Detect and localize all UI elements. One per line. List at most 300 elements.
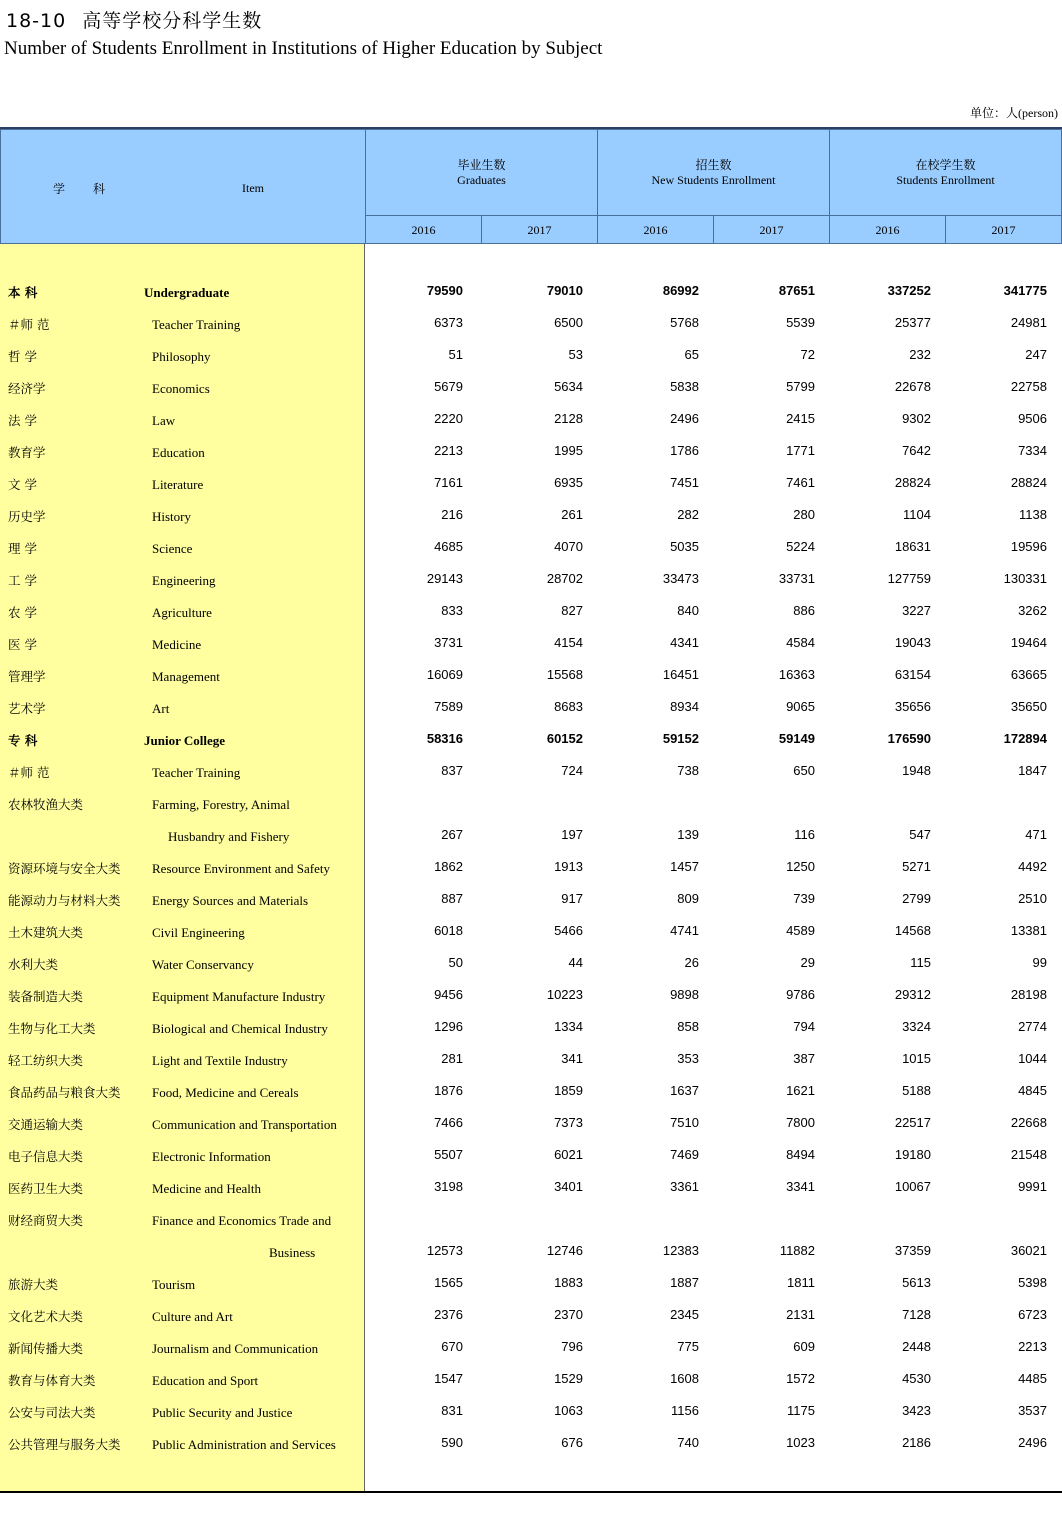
row-value: 1811 bbox=[787, 1275, 815, 1290]
header-group-en: New Students Enrollment bbox=[651, 173, 776, 187]
header-subject-cn: 学 科 bbox=[53, 182, 114, 196]
table-row bbox=[0, 725, 1062, 757]
header-year: 2017 bbox=[481, 215, 598, 244]
row-value: 1847 bbox=[1018, 763, 1047, 778]
row-value: 471 bbox=[1025, 827, 1047, 842]
row-value: 12383 bbox=[662, 1243, 699, 1258]
row-value: 1948 bbox=[902, 763, 931, 778]
row-value: 1296 bbox=[434, 1019, 463, 1034]
row-value: 7161 bbox=[434, 475, 463, 490]
row-subject-cn: 水利大类 bbox=[8, 957, 59, 972]
header-group-students-enrollment bbox=[829, 129, 1062, 216]
row-value: 1156 bbox=[671, 1403, 699, 1418]
row-value: 3361 bbox=[670, 1179, 699, 1194]
table-row bbox=[0, 565, 1062, 597]
row-value: 796 bbox=[561, 1339, 583, 1354]
row-value: 337252 bbox=[887, 283, 931, 298]
row-value: 1883 bbox=[554, 1275, 583, 1290]
row-value: 1547 bbox=[434, 1371, 463, 1386]
row-value: 5224 bbox=[786, 539, 815, 554]
row-value: 12746 bbox=[546, 1243, 583, 1258]
row-item-en: Communication and Transportation bbox=[152, 1117, 337, 1132]
table-row bbox=[0, 981, 1062, 1013]
row-value: 341 bbox=[561, 1051, 583, 1066]
row-value: 858 bbox=[677, 1019, 699, 1034]
row-subject-cn: 文化艺术大类 bbox=[8, 1309, 84, 1324]
row-item-en: Light and Textile Industry bbox=[152, 1053, 288, 1068]
row-value: 22758 bbox=[1010, 379, 1047, 394]
row-subject-cn: 医药卫生大类 bbox=[8, 1181, 84, 1196]
row-item-en: Finance and Economics Trade and bbox=[152, 1213, 332, 1228]
row-value: 261 bbox=[561, 507, 583, 522]
row-value: 1044 bbox=[1018, 1051, 1047, 1066]
row-value: 4492 bbox=[1018, 859, 1047, 874]
row-value: 22668 bbox=[1010, 1115, 1047, 1130]
row-subject-cn: 食品药品与粮食大类 bbox=[8, 1085, 121, 1100]
row-value: 53 bbox=[568, 347, 583, 362]
row-value: 3401 bbox=[554, 1179, 583, 1194]
row-subject-cn: 文 学 bbox=[8, 477, 37, 492]
row-value: 2213 bbox=[434, 443, 463, 458]
row-subject-cn: 历史学 bbox=[8, 509, 46, 524]
table-row bbox=[0, 917, 1062, 949]
unit-label: 单位：人(person) bbox=[970, 106, 1058, 120]
row-value: 2496 bbox=[1018, 1435, 1047, 1450]
row-subject-cn: 经济学 bbox=[8, 381, 46, 396]
row-subject-cn: 公安与司法大类 bbox=[8, 1405, 96, 1420]
row-value: 7642 bbox=[902, 443, 931, 458]
row-value: 4341 bbox=[670, 635, 699, 650]
row-value: 7469 bbox=[670, 1147, 699, 1162]
row-value: 1457 bbox=[670, 859, 699, 874]
row-value: 25377 bbox=[894, 315, 931, 330]
row-value: 6723 bbox=[1018, 1307, 1047, 1322]
row-item-en: Electronic Information bbox=[152, 1149, 271, 1164]
row-value: 609 bbox=[793, 1339, 815, 1354]
table-row bbox=[0, 1269, 1062, 1301]
header-group-cn: 在校学生数 bbox=[915, 158, 976, 172]
row-value: 917 bbox=[561, 891, 583, 906]
row-value: 831 bbox=[441, 1403, 463, 1418]
row-value: 18631 bbox=[894, 539, 931, 554]
header-group-cn: 毕业生数 bbox=[457, 158, 506, 172]
row-value: 7334 bbox=[1018, 443, 1047, 458]
row-value: 16069 bbox=[426, 667, 463, 682]
row-value: 3227 bbox=[902, 603, 931, 618]
row-value: 3423 bbox=[902, 1403, 931, 1418]
table-row bbox=[0, 373, 1062, 405]
row-value: 1023 bbox=[786, 1435, 815, 1450]
table-row bbox=[0, 1141, 1062, 1173]
table-row bbox=[0, 1173, 1062, 1205]
row-value: 130331 bbox=[1003, 571, 1047, 586]
row-value: 4741 bbox=[670, 923, 699, 938]
row-value: 197 bbox=[561, 827, 583, 842]
table-bottom-rule bbox=[0, 1491, 1062, 1493]
row-value: 5634 bbox=[554, 379, 583, 394]
row-value: 115 bbox=[910, 955, 931, 970]
row-subject-cn: 农林牧渔大类 bbox=[8, 797, 84, 812]
row-item-en: Teacher Training bbox=[152, 317, 241, 332]
table-row bbox=[0, 949, 1062, 981]
row-value: 72 bbox=[800, 347, 815, 362]
row-subject-cn: 财经商贸大类 bbox=[8, 1213, 84, 1228]
table-row bbox=[0, 341, 1062, 373]
row-item-en: Equipment Manufacture Industry bbox=[152, 989, 326, 1004]
row-value: 1859 bbox=[554, 1083, 583, 1098]
row-value: 19043 bbox=[894, 635, 931, 650]
row-value: 33731 bbox=[778, 571, 815, 586]
row-value: 5398 bbox=[1018, 1275, 1047, 1290]
row-subject-cn: 新闻传播大类 bbox=[8, 1341, 84, 1356]
header-item-en: Item bbox=[242, 181, 264, 195]
row-value: 10067 bbox=[894, 1179, 931, 1194]
row-subject-cn: 管理学 bbox=[8, 669, 46, 684]
row-subject-cn: 教育与体育大类 bbox=[8, 1373, 96, 1388]
table-row bbox=[0, 693, 1062, 725]
row-value: 176590 bbox=[887, 731, 931, 746]
row-subject-cn: 轻工纺织大类 bbox=[8, 1053, 84, 1068]
table-row bbox=[0, 821, 1062, 853]
row-value: 6021 bbox=[554, 1147, 583, 1162]
row-item-en: Business bbox=[269, 1245, 316, 1260]
row-value: 1637 bbox=[670, 1083, 699, 1098]
row-value: 9506 bbox=[1018, 411, 1047, 426]
table-row bbox=[0, 1045, 1062, 1077]
row-value: 26 bbox=[684, 955, 699, 970]
row-value: 9898 bbox=[670, 987, 699, 1002]
row-value: 28198 bbox=[1010, 987, 1047, 1002]
row-value: 12573 bbox=[426, 1243, 463, 1258]
row-value: 809 bbox=[677, 891, 699, 906]
table-row bbox=[0, 277, 1062, 309]
row-value: 22678 bbox=[894, 379, 931, 394]
table-row bbox=[0, 597, 1062, 629]
row-value: 65 bbox=[684, 347, 699, 362]
row-subject-cn: 工 学 bbox=[8, 573, 37, 588]
header-year: 2017 bbox=[945, 215, 1062, 244]
row-value: 33473 bbox=[662, 571, 699, 586]
row-item-en: Tourism bbox=[152, 1277, 196, 1292]
row-value: 280 bbox=[793, 507, 815, 522]
row-value: 19180 bbox=[894, 1147, 931, 1162]
row-value: 19464 bbox=[1010, 635, 1047, 650]
row-value: 740 bbox=[677, 1435, 699, 1450]
row-value: 724 bbox=[561, 763, 583, 778]
row-value: 63665 bbox=[1010, 667, 1047, 682]
row-value: 5838 bbox=[670, 379, 699, 394]
row-value: 5507 bbox=[434, 1147, 463, 1162]
row-value: 7466 bbox=[434, 1115, 463, 1130]
row-value: 2370 bbox=[554, 1307, 583, 1322]
row-value: 387 bbox=[793, 1051, 815, 1066]
row-value: 2774 bbox=[1018, 1019, 1047, 1034]
row-subject-cn: 装备制造大类 bbox=[8, 989, 84, 1004]
row-item-en: Journalism and Communication bbox=[152, 1341, 319, 1356]
row-item-en: Civil Engineering bbox=[152, 925, 245, 940]
row-value: 775 bbox=[677, 1339, 699, 1354]
row-value: 6018 bbox=[434, 923, 463, 938]
row-value: 2220 bbox=[434, 411, 463, 426]
row-value: 14568 bbox=[894, 923, 931, 938]
row-item-en: Farming, Forestry, Animal bbox=[152, 797, 290, 812]
table-row bbox=[0, 853, 1062, 885]
row-value: 7461 bbox=[786, 475, 815, 490]
row-value: 139 bbox=[677, 827, 699, 842]
row-subject-cn: 本 科 bbox=[8, 285, 38, 300]
table-row bbox=[0, 1109, 1062, 1141]
row-value: 3324 bbox=[902, 1019, 931, 1034]
table-row bbox=[0, 1013, 1062, 1045]
row-value: 353 bbox=[677, 1051, 699, 1066]
table-row bbox=[0, 629, 1062, 661]
row-value: 4685 bbox=[434, 539, 463, 554]
row-value: 1913 bbox=[554, 859, 583, 874]
row-value: 6373 bbox=[434, 315, 463, 330]
row-subject-cn: 能源动力与材料大类 bbox=[8, 893, 121, 908]
row-value: 5271 bbox=[902, 859, 931, 874]
row-value: 5188 bbox=[902, 1083, 931, 1098]
row-value: 21548 bbox=[1010, 1147, 1047, 1162]
row-value: 59152 bbox=[662, 731, 699, 746]
row-value: 79010 bbox=[546, 283, 583, 298]
row-subject-cn: 公共管理与服务大类 bbox=[8, 1437, 121, 1452]
row-value: 739 bbox=[793, 891, 815, 906]
row-value: 35650 bbox=[1010, 699, 1047, 714]
row-value: 1138 bbox=[1019, 507, 1047, 522]
row-value: 9065 bbox=[786, 699, 815, 714]
row-value: 1175 bbox=[787, 1403, 815, 1418]
row-item-en: Teacher Training bbox=[152, 765, 241, 780]
row-value: 28824 bbox=[894, 475, 931, 490]
row-subject-cn: 资源环境与安全大类 bbox=[8, 861, 121, 876]
row-item-en: Husbandry and Fishery bbox=[168, 829, 290, 844]
row-item-en: Literature bbox=[152, 477, 204, 492]
row-value: 79590 bbox=[426, 283, 463, 298]
row-subject-cn: ＃师 范 bbox=[8, 765, 50, 780]
row-value: 5768 bbox=[670, 315, 699, 330]
row-value: 1565 bbox=[434, 1275, 463, 1290]
row-value: 216 bbox=[441, 507, 463, 522]
row-item-en: Energy Sources and Materials bbox=[152, 893, 309, 908]
row-value: 2448 bbox=[902, 1339, 931, 1354]
row-value: 1995 bbox=[554, 443, 583, 458]
row-item-en: Agriculture bbox=[152, 605, 212, 620]
table-row bbox=[0, 661, 1062, 693]
table-row bbox=[0, 1301, 1062, 1333]
row-value: 2131 bbox=[786, 1307, 815, 1322]
row-item-en: Public Security and Justice bbox=[152, 1405, 293, 1420]
row-value: 1862 bbox=[434, 859, 463, 874]
row-value: 16451 bbox=[662, 667, 699, 682]
row-value: 282 bbox=[677, 507, 699, 522]
row-item-en: Engineering bbox=[152, 573, 216, 588]
row-value: 738 bbox=[677, 763, 699, 778]
table-row bbox=[0, 533, 1062, 565]
table-row bbox=[0, 437, 1062, 469]
row-value: 547 bbox=[909, 827, 931, 842]
row-value: 63154 bbox=[894, 667, 931, 682]
row-value: 3262 bbox=[1018, 603, 1047, 618]
row-value: 341775 bbox=[1003, 283, 1047, 298]
row-value: 887 bbox=[441, 891, 463, 906]
row-value: 22517 bbox=[894, 1115, 931, 1130]
row-value: 247 bbox=[1025, 347, 1047, 362]
row-item-en: Culture and Art bbox=[152, 1309, 233, 1324]
row-value: 116 bbox=[794, 827, 815, 842]
row-value: 60152 bbox=[546, 731, 583, 746]
row-value: 86992 bbox=[662, 283, 699, 298]
row-value: 1876 bbox=[434, 1083, 463, 1098]
row-value: 8683 bbox=[554, 699, 583, 714]
row-value: 4845 bbox=[1018, 1083, 1047, 1098]
row-value: 99 bbox=[1032, 955, 1047, 970]
table-number: 18-10 bbox=[6, 10, 67, 32]
row-value: 1334 bbox=[554, 1019, 583, 1034]
row-value: 4530 bbox=[902, 1371, 931, 1386]
row-value: 9302 bbox=[902, 411, 931, 426]
row-value: 1063 bbox=[554, 1403, 583, 1418]
row-value: 1250 bbox=[786, 859, 815, 874]
row-subject-cn: 理 学 bbox=[8, 541, 37, 556]
row-value: 29312 bbox=[894, 987, 931, 1002]
row-value: 28702 bbox=[546, 571, 583, 586]
row-item-en: Water Conservancy bbox=[152, 957, 254, 972]
row-value: 2213 bbox=[1018, 1339, 1047, 1354]
row-value: 1887 bbox=[670, 1275, 699, 1290]
row-value: 9991 bbox=[1018, 1179, 1047, 1194]
header-year: 2016 bbox=[597, 215, 714, 244]
row-value: 11882 bbox=[779, 1243, 815, 1258]
table-row bbox=[0, 1205, 1062, 1237]
row-value: 650 bbox=[793, 763, 815, 778]
row-value: 3341 bbox=[786, 1179, 815, 1194]
table-row bbox=[0, 1365, 1062, 1397]
row-value: 2415 bbox=[786, 411, 815, 426]
row-value: 4584 bbox=[786, 635, 815, 650]
row-value: 172894 bbox=[1003, 731, 1047, 746]
row-value: 4154 bbox=[554, 635, 583, 650]
table-row bbox=[0, 501, 1062, 533]
row-value: 10223 bbox=[546, 987, 583, 1002]
row-value: 2510 bbox=[1018, 891, 1047, 906]
row-item-en: Management bbox=[152, 669, 220, 684]
header-group-cn: 招生数 bbox=[695, 158, 732, 172]
row-value: 59149 bbox=[778, 731, 815, 746]
header-subject-cell bbox=[0, 129, 366, 244]
row-value: 8494 bbox=[786, 1147, 815, 1162]
row-subject-cn: 艺术学 bbox=[8, 701, 46, 716]
row-value: 9456 bbox=[434, 987, 463, 1002]
header-group-en: Graduates bbox=[457, 173, 506, 187]
row-value: 87651 bbox=[778, 283, 815, 298]
row-value: 2128 bbox=[554, 411, 583, 426]
table-row bbox=[0, 1429, 1062, 1461]
row-subject-cn: 旅游大类 bbox=[8, 1277, 59, 1292]
row-value: 7510 bbox=[670, 1115, 699, 1130]
row-value: 232 bbox=[909, 347, 931, 362]
row-value: 1621 bbox=[786, 1083, 815, 1098]
header-group-graduates bbox=[365, 129, 598, 216]
row-item-en: Education bbox=[152, 445, 205, 460]
row-value: 5613 bbox=[902, 1275, 931, 1290]
row-value: 281 bbox=[441, 1051, 463, 1066]
row-value: 8934 bbox=[670, 699, 699, 714]
row-value: 7128 bbox=[902, 1307, 931, 1322]
table-row bbox=[0, 1237, 1062, 1269]
row-value: 590 bbox=[441, 1435, 463, 1450]
row-value: 24981 bbox=[1010, 315, 1047, 330]
row-value: 3537 bbox=[1018, 1403, 1047, 1418]
row-item-en: Medicine bbox=[152, 637, 202, 652]
header-year: 2016 bbox=[829, 215, 946, 244]
table-row bbox=[0, 1333, 1062, 1365]
row-subject-cn: 哲 学 bbox=[8, 349, 37, 364]
header-group-en: Students Enrollment bbox=[896, 173, 995, 187]
row-item-en: Philosophy bbox=[152, 349, 211, 364]
header-year: 2017 bbox=[713, 215, 830, 244]
row-value: 794 bbox=[793, 1019, 815, 1034]
row-value: 1104 bbox=[903, 507, 931, 522]
table-row bbox=[0, 1397, 1062, 1429]
row-item-en: Resource Environment and Safety bbox=[152, 861, 330, 876]
row-value: 9786 bbox=[786, 987, 815, 1002]
row-value: 28824 bbox=[1010, 475, 1047, 490]
row-value: 5539 bbox=[786, 315, 815, 330]
row-item-en: Education and Sport bbox=[152, 1373, 259, 1388]
table-row bbox=[0, 1077, 1062, 1109]
row-value: 840 bbox=[677, 603, 699, 618]
row-subject-cn: 农 学 bbox=[8, 605, 37, 620]
row-item-en: History bbox=[152, 509, 191, 524]
table-row bbox=[0, 757, 1062, 789]
row-value: 58316 bbox=[426, 731, 463, 746]
row-value: 19596 bbox=[1010, 539, 1047, 554]
row-subject-cn: 教育学 bbox=[8, 445, 46, 460]
row-value: 5035 bbox=[670, 539, 699, 554]
row-value: 7451 bbox=[670, 475, 699, 490]
header-group-new-enrollment bbox=[597, 129, 830, 216]
row-value: 267 bbox=[441, 827, 463, 842]
row-value: 5679 bbox=[434, 379, 463, 394]
row-value: 1572 bbox=[786, 1371, 815, 1386]
table-row bbox=[0, 469, 1062, 501]
row-item-en: Public Administration and Services bbox=[152, 1437, 336, 1452]
row-subject-cn: 法 学 bbox=[8, 413, 37, 428]
row-value: 29 bbox=[800, 955, 815, 970]
row-item-en: Science bbox=[152, 541, 193, 556]
row-value: 4070 bbox=[554, 539, 583, 554]
row-subject-cn: ＃师 范 bbox=[8, 317, 50, 332]
row-value: 1529 bbox=[554, 1371, 583, 1386]
row-value: 16363 bbox=[778, 667, 815, 682]
row-item-en: Law bbox=[152, 413, 176, 428]
table-title-cn-text: 高等学校分科学生数 bbox=[82, 10, 263, 32]
row-value: 670 bbox=[441, 1339, 463, 1354]
row-value: 7589 bbox=[434, 699, 463, 714]
row-value: 837 bbox=[441, 763, 463, 778]
table-row bbox=[0, 885, 1062, 917]
row-value: 50 bbox=[448, 955, 463, 970]
row-item-en: Economics bbox=[152, 381, 210, 396]
header-year: 2016 bbox=[365, 215, 482, 244]
row-value: 4485 bbox=[1018, 1371, 1047, 1386]
row-item-en: Art bbox=[152, 701, 170, 716]
row-value: 36021 bbox=[1010, 1243, 1047, 1258]
row-subject-cn: 交通运输大类 bbox=[8, 1117, 84, 1132]
row-value: 127759 bbox=[887, 571, 931, 586]
row-value: 2345 bbox=[670, 1307, 699, 1322]
